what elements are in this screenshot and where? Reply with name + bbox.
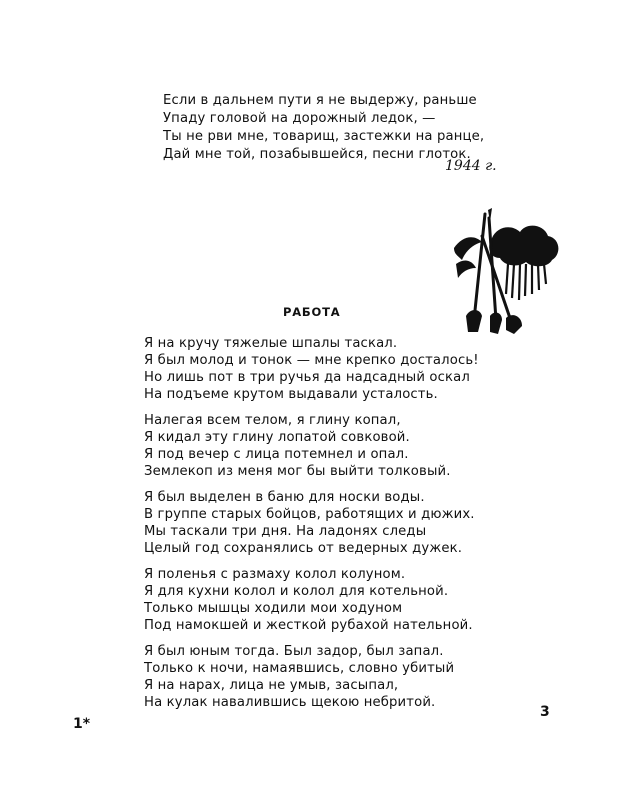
poem-line: Только к ночи, намаявшись, словно убитый	[144, 661, 455, 676]
poem-line: Землекоп из меня мог бы выйти толковый.	[144, 464, 451, 479]
poem-line: На кулак навалившись щекою небритой.	[144, 695, 436, 710]
poem-line: В группе старых бойцов, работящих и дюжих.	[144, 507, 475, 522]
signature-mark: 1*	[73, 716, 91, 732]
poem-line: Если в дальнем пути я не выдержу, раньше	[163, 93, 477, 108]
poem-line: Упаду головой на дорожный ледок, —	[163, 111, 436, 126]
poem-line: Дай мне той, позабывшейся, песни глоток.	[163, 147, 471, 162]
poem-line: Я на кручу тяжелые шпалы таскал.	[144, 336, 398, 351]
poem-line: Я на нарах, лица не умыв, засыпал,	[144, 678, 399, 693]
poem-line: Я для кухни колол и колол для котельной.	[144, 584, 449, 599]
poem-line: Ты не рви мне, товарищ, застежки на ранце,	[163, 129, 485, 144]
poem-title: РАБОТА	[283, 305, 341, 319]
poem-line: Но лишь пот в три ручья да надсадный оскал	[144, 370, 470, 385]
poem-line: На подъеме крутом выдавали усталость.	[144, 387, 438, 402]
poem-line: Только мышцы ходили мои ходуном	[144, 601, 403, 616]
poem-line: Я был юным тогда. Был задор, был запал.	[144, 644, 444, 659]
poem-line: Я кидал эту глину лопатой совковой.	[144, 430, 410, 445]
tools-sketch-icon	[452, 208, 562, 336]
poem-line: Целый год сохранялись от ведерных дужек.	[144, 541, 463, 556]
poem-line: Я был выделен в баню для носки воды.	[144, 490, 425, 505]
poem-date: 1944 г.	[445, 158, 497, 174]
poem-line: Налегая всем телом, я глину копал,	[144, 413, 401, 428]
poem-line: Мы таскали три дня. На ладонях следы	[144, 524, 427, 539]
poem-line: Я поленья с размаху колол колуном.	[144, 567, 406, 582]
poem-line: Я был молод и тонок — мне крепко досталось!	[144, 353, 479, 368]
page-number: 3	[540, 704, 550, 720]
poem-line: Под намокшей и жесткой рубахой нательной.	[144, 618, 473, 633]
poem-line: Я под вечер с лица потемнел и опал.	[144, 447, 409, 462]
